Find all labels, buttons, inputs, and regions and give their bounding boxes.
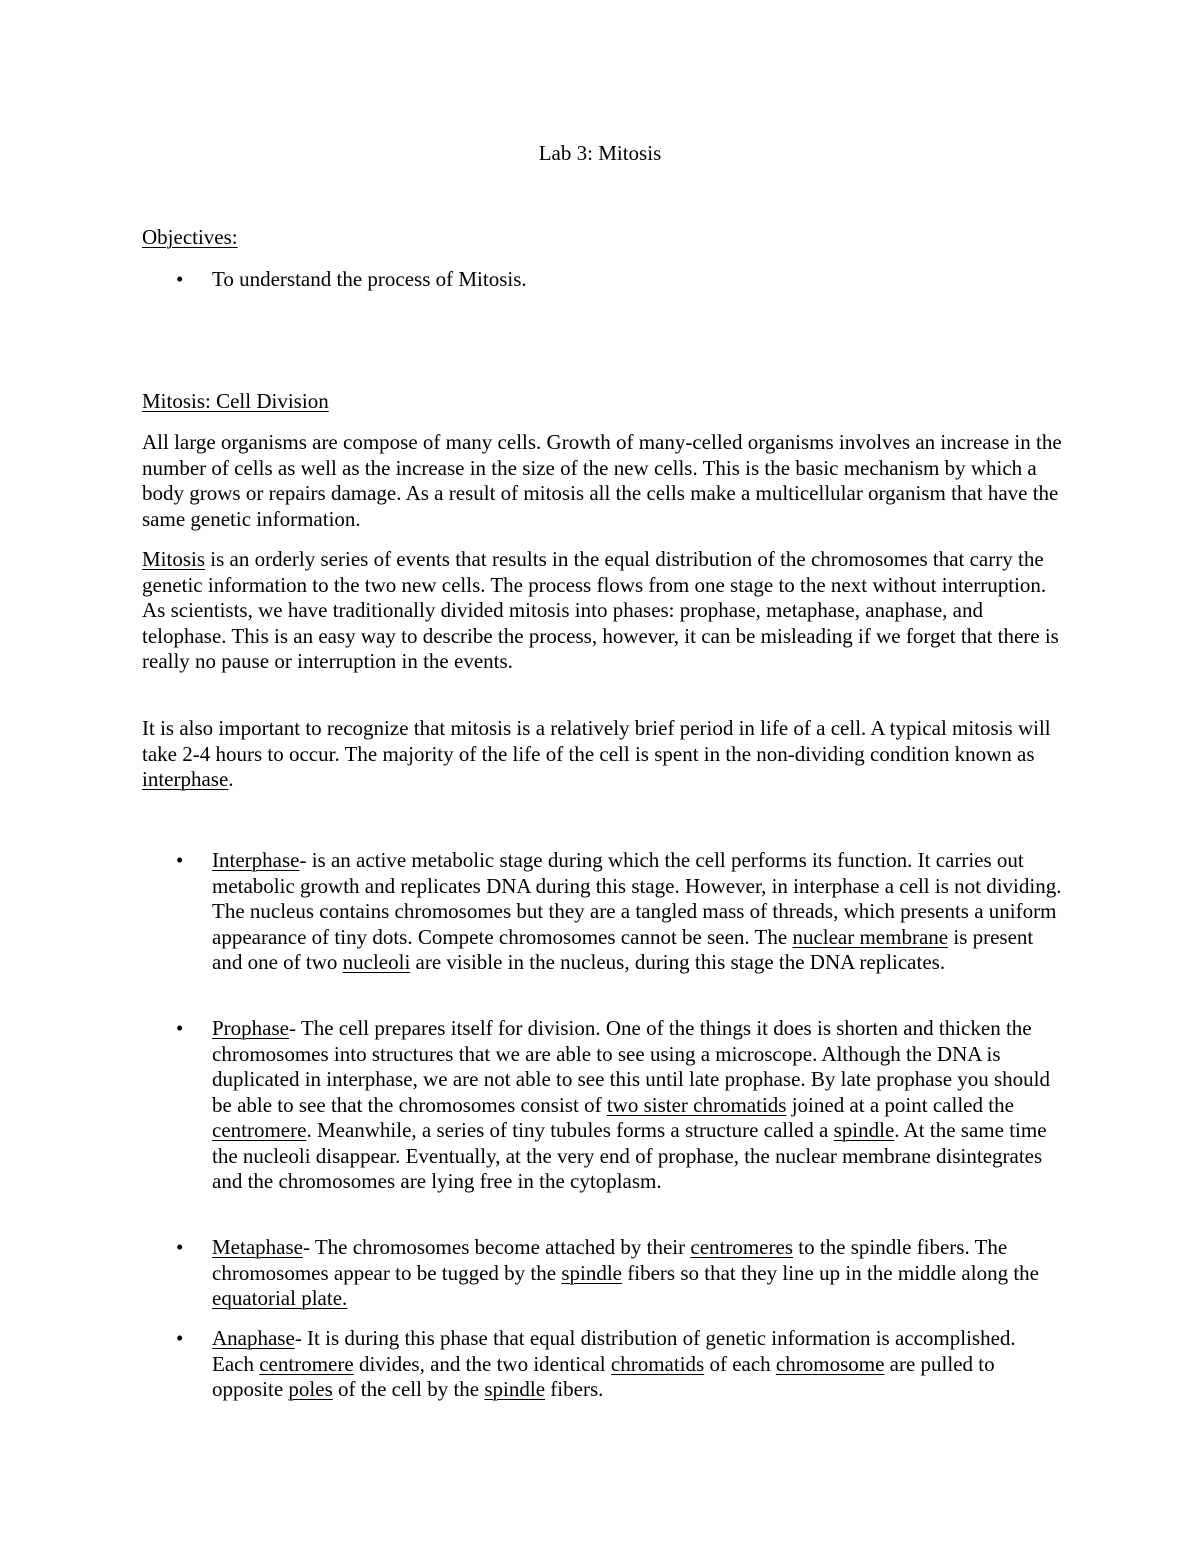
- text: - The chromosomes become attached by their: [302, 1235, 691, 1259]
- list-item-anaphase: [142, 1326, 1062, 1403]
- bullet-icon: •: [176, 1016, 184, 1040]
- bullet-icon: •: [176, 1326, 184, 1350]
- text: divides, and the two identical: [353, 1351, 611, 1376]
- paragraph-intro: All large organisms are compose of many cells. Growth of many-celled organisms involves an increase in the number of cells as well as the increase in the size of the new cells. This is the basic mechanism by which a body grows or repairs damage. As a result of mitosis all the cells make a multicellular organism that have the same genetic information.: [142, 430, 1062, 531]
- term: centromere: [212, 1118, 307, 1142]
- list-item-metaphase: [142, 1235, 1062, 1312]
- phase-list: [142, 848, 1062, 976]
- objective-text: To understand the process of Mitosis.: [212, 267, 527, 291]
- term: Anaphase: [212, 1326, 295, 1350]
- text: - It is during this phase that equal distribution of genetic information is accomplished. Each: [212, 1326, 1016, 1376]
- objectives-heading-text: Objectives:: [142, 225, 238, 249]
- bullet-icon: •: [176, 1235, 184, 1259]
- term: Metaphase: [212, 1235, 303, 1259]
- term: spindle: [833, 1118, 895, 1142]
- list-item: [142, 267, 1062, 293]
- text: fibers.: [545, 1377, 604, 1401]
- text: of each: [704, 1351, 776, 1376]
- term: equatorial plate.: [212, 1286, 348, 1310]
- paragraph-end: .: [228, 767, 234, 791]
- section-heading: [142, 389, 1062, 415]
- term: chromosome: [775, 1351, 885, 1376]
- paragraph-interphase-text: It is also important to recognize that mitosis is a relatively brief period in life of a cell. A typical mitosis will take 2-4 hours to occur. The majority of the life of the cell is spent in the non-dividing condition known as: [142, 716, 1051, 766]
- paragraph-interphase-note: [142, 716, 1062, 793]
- term: two sister chromatids: [606, 1092, 787, 1117]
- objectives-list: [142, 267, 1062, 293]
- term: centromere: [259, 1351, 354, 1376]
- term: centromeres: [690, 1235, 793, 1259]
- text: - is an active metabolic stage during which the cell performs its function. It carries out metabolic growth and replicates DNA during this stage. However, in interphase a cell is not dividing. The nucleus contains chromosomes but they are a tangled mass of threads, which presents a uniform appearance of tiny dots. Compete chromosomes cannot be seen. The: [212, 848, 1062, 949]
- term: spindle: [561, 1260, 622, 1285]
- phase-list: [142, 1326, 1062, 1403]
- term: spindle: [484, 1377, 546, 1401]
- section-heading-text: Mitosis: Cell Division: [142, 389, 329, 413]
- text: fibers so that they line up in the middle along the: [622, 1260, 1039, 1285]
- term-mitosis: Mitosis: [142, 547, 206, 571]
- text: joined at a point called the: [786, 1092, 1014, 1117]
- term: poles: [288, 1377, 333, 1401]
- text: . Meanwhile, a series of tiny tubules forms a structure called a: [306, 1118, 834, 1142]
- objectives-heading: [142, 225, 1062, 251]
- text: are pulled to opposite: [212, 1351, 995, 1401]
- paragraph-mitosis-text: is an orderly series of events that results in the equal distribution of the chromosomes that carry the genetic information to the two new cells. The process flows from one stage to the next without interruption. As scientists, we have traditionally divided mitosis into phases: prophase, metaphase, anaphase, and telophase. This is an easy way to describe the process, however, it can be misleading if we forget that there is really no pause or interruption in the events.: [142, 547, 1059, 673]
- text: - The cell prepares itself for division. One of the things it does is shorten and thicken the chromosomes into structures that we are able to see using a microscope. Although the DNA is duplicated in interphase, we are not able to see this until late prophase. By late prophase you should be able to see that the chromosomes consist of: [212, 1016, 1051, 1117]
- text: is present and one of two: [212, 924, 1034, 974]
- text: of the cell by the: [332, 1377, 485, 1401]
- term: Prophase: [212, 1016, 289, 1040]
- text: are visible in the nucleus, during this stage the DNA replicates.: [410, 950, 946, 974]
- text: . At the same time the nucleoli disappear. Eventually, at the very end of prophase, the nuclear membrane disintegrates and the chromosomes are lying free in the cytoplasm.: [212, 1118, 1047, 1193]
- term: chromatids: [610, 1351, 705, 1376]
- term-interphase: interphase: [142, 767, 229, 791]
- bullet-icon: •: [176, 848, 184, 872]
- list-item-interphase: [142, 848, 1062, 976]
- paragraph-mitosis: [142, 547, 1062, 675]
- page-title: Lab 3: Mitosis: [538, 141, 662, 165]
- term: nuclear membrane: [792, 924, 949, 949]
- bullet-icon: •: [176, 267, 184, 291]
- text: to the spindle fibers. The chromosomes appear to be tugged by the: [212, 1235, 1008, 1285]
- phase-list: [142, 1235, 1062, 1312]
- list-item-prophase: [142, 1016, 1062, 1195]
- term: Interphase: [212, 848, 300, 872]
- term: nucleoli: [342, 950, 411, 974]
- phase-list: [142, 1016, 1062, 1195]
